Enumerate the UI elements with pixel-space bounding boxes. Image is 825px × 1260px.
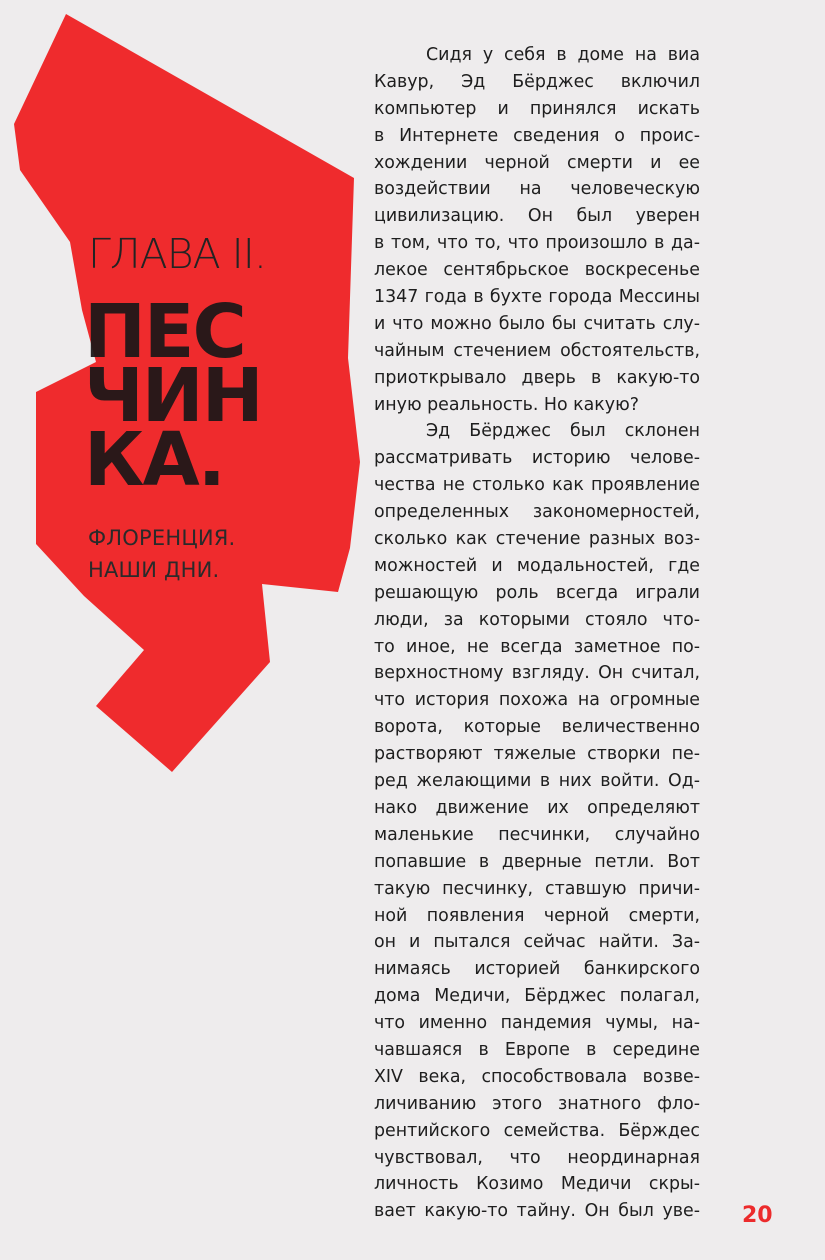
chapter-place [88, 522, 288, 586]
body-line: чавшаяся в Европе в середине [374, 1039, 700, 1060]
body-line: то иное, не всегда заметное по- [374, 636, 700, 657]
body-line: маленькие песчинки, случайно [374, 824, 700, 845]
body-line: в том, что то, что произошло в да- [374, 233, 700, 254]
body-line: решающую роль всегда играли [374, 582, 700, 603]
body-line: хождении черной смерти и ее [374, 152, 700, 173]
body-line: люди, за которыми стояло что- [374, 609, 700, 630]
body-line: вает какую-то тайну. Он был уве- [374, 1201, 700, 1222]
body-line: что история похожа на огромные [374, 690, 700, 711]
page-number: 20 [742, 1203, 773, 1228]
body-text [374, 42, 700, 1225]
body-line: нако движение их определяют [374, 797, 700, 818]
body-line: чувствовал, что неординарная [374, 1147, 700, 1168]
body-line: ред желающими в них войти. Од- [374, 771, 700, 792]
body-line: компьютер и принялся искать [374, 98, 700, 119]
body-line: сколько как стечение разных воз- [374, 529, 700, 550]
body-line: личность Козимо Медичи скры- [374, 1174, 700, 1195]
body-line: Сидя у себя в доме на виа [426, 45, 700, 65]
body-line: нимаясь историей банкирского [374, 959, 700, 980]
body-line: в Интернете сведения о проис- [374, 125, 700, 146]
body-line: ворота, которые величественно [374, 717, 700, 738]
body-line: иную реальность. Но какую? [374, 394, 639, 415]
body-line: определенных закономерностей, [374, 502, 700, 523]
chapter-title [84, 289, 284, 503]
body-line: рентийского семейства. Бёрждес [374, 1120, 700, 1141]
chapter-label: ГЛАВА II. [88, 230, 266, 278]
body-line: приоткрывало дверь в какую-то [374, 367, 700, 388]
body-line: такую песчинку, ставшую причи- [374, 878, 700, 899]
chapter-place-line: ФЛОРЕНЦИЯ. [88, 526, 236, 550]
body-line: он и пытался сейчас найти. За- [374, 932, 700, 953]
body-line: растворяют тяжелые створки пе- [374, 744, 700, 765]
body-line: цивилизацию. Он был уверен [374, 206, 700, 227]
body-line: дома Медичи, Бёрджес полагал, [374, 986, 700, 1007]
body-line: что именно пандемия чумы, на- [374, 1013, 700, 1034]
body-line: можностей и модальностей, где [374, 555, 700, 576]
body-line: лекое сентябрьское воскресенье [374, 260, 700, 281]
body-line: и что можно было бы считать слу- [374, 313, 700, 334]
body-line: воздействии на человеческую [374, 179, 700, 200]
body-line: Эд Бёрджес был склонен [426, 421, 700, 442]
body-line: 1347 года в бухте города Мессины [374, 287, 700, 308]
body-line: попавшие в дверные петли. Вот [374, 851, 700, 872]
chapter-place-line: НАШИ ДНИ. [88, 558, 220, 582]
body-line: XIV века, способствовала возве- [374, 1066, 700, 1087]
body-line: рассматривать историю челове- [374, 448, 700, 469]
body-line: верхностному взгляду. Он считал, [374, 663, 700, 684]
body-line: ной появления черной смерти, [374, 905, 700, 926]
body-line: чайным стечением обстоятельств, [374, 340, 700, 361]
body-line: чества не столько как проявление [374, 475, 700, 496]
chapter-title-line: КА. [84, 417, 224, 503]
chapter-title-line: ЧИН [84, 353, 262, 439]
body-line: личиванию этого знатного фло- [374, 1093, 700, 1114]
body-line: Кавур, Эд Бёрджес включил [374, 71, 700, 92]
chapter-title-line: ПЕС [84, 289, 245, 375]
